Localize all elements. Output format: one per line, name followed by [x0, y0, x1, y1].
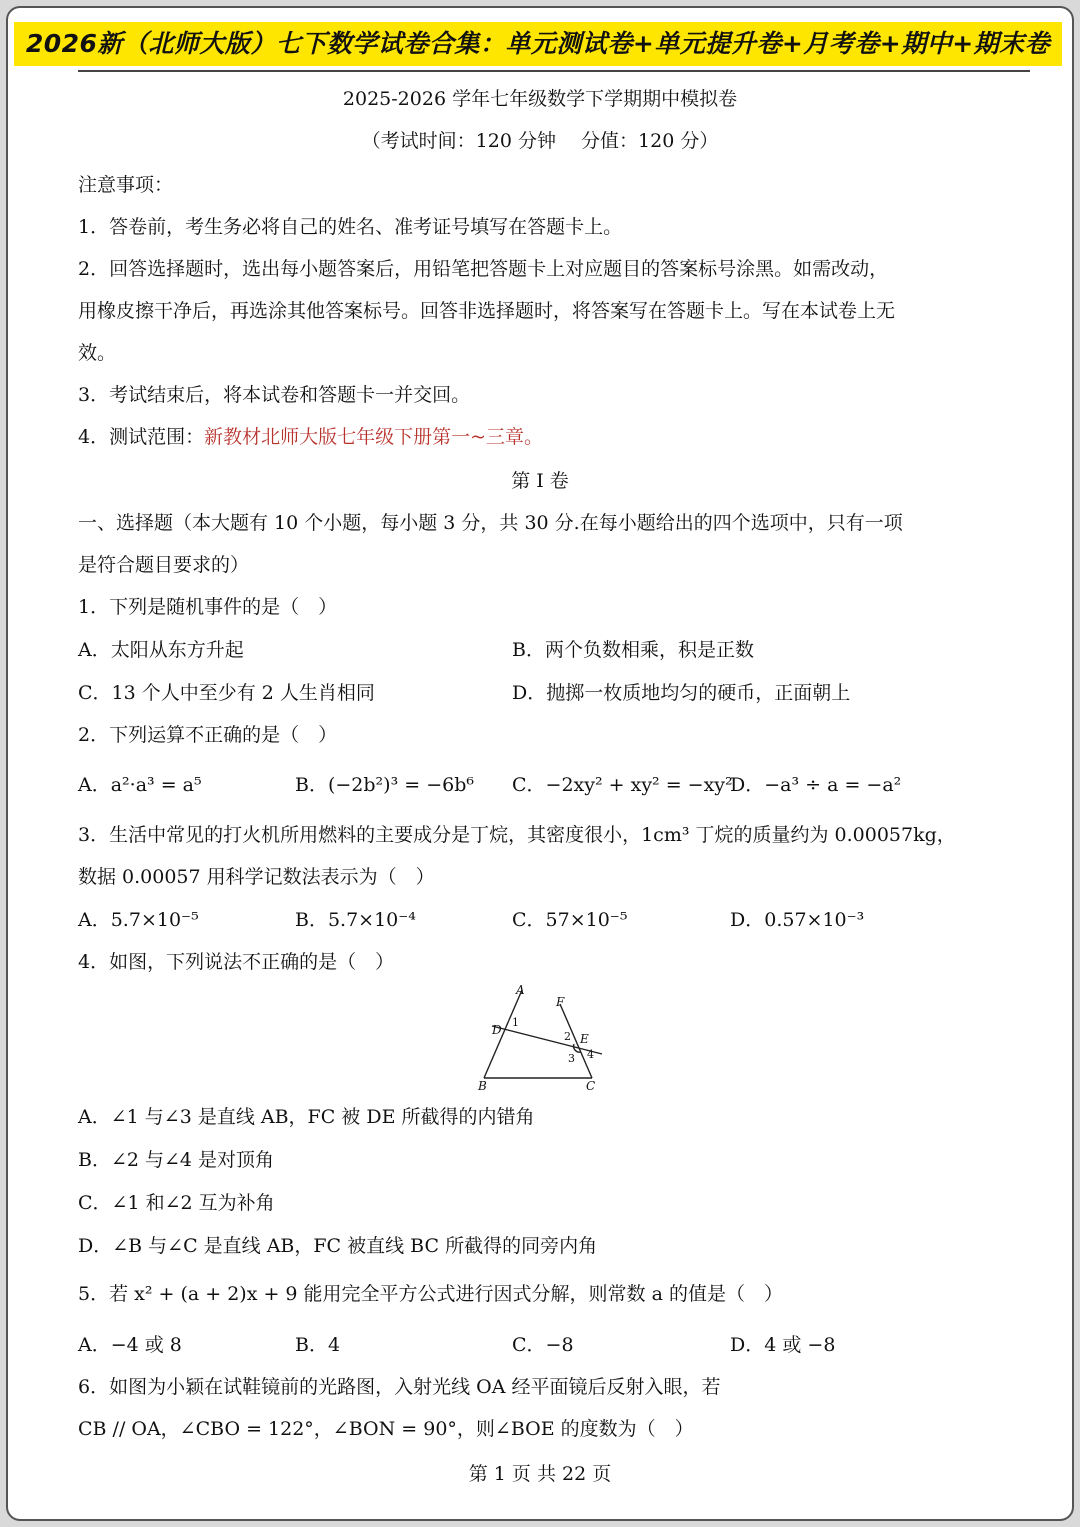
q3-option-a: A．5.7×10⁻⁵ [78, 909, 199, 931]
q5-option-d: D．4 或 −8 [730, 1334, 836, 1356]
q1-option-d: D．抛掷一枚质地均匀的硬币，正面朝上 [512, 682, 851, 704]
exam-subtitle: （考试时间：120 分钟 分值：120 分） [361, 130, 719, 152]
line-ab [484, 990, 522, 1078]
q4-option-c: C．∠1 和∠2 互为补角 [78, 1192, 275, 1214]
q5-stem: 5．若 x² + (a + 2)x + 9 能用完全平方公式进行因式分解，则常数 a 的值是（ ） [78, 1283, 783, 1305]
exam-title: 2025-2026 学年七年级数学下学期期中模拟卷 [342, 88, 738, 110]
q2-option-c: C．−2xy² + xy² = −xy² [512, 774, 733, 796]
notice-2: 2．回答选择题时，选出每小题答案后，用铅笔把答题卡上对应题目的答案标号涂黑。如需改动， [78, 258, 889, 280]
q4-option-d: D．∠B 与∠C 是直线 AB，FC 被直线 BC 所截得的同旁内角 [78, 1235, 598, 1257]
notice-heading: 注意事项： [78, 174, 174, 196]
q2-option-d: D．−a³ ÷ a = −a² [730, 774, 902, 796]
label-a: A [516, 983, 525, 997]
q6-stem: 6．如图为小颖在试鞋镜前的光路图，入射光线 OA 经平面镜后反射入眼，若 [78, 1376, 721, 1398]
label-f: F [556, 995, 565, 1009]
q5-option-b: B．4 [295, 1334, 341, 1356]
part-title: 第 I 卷 [511, 470, 569, 492]
q2-stem: 2．下列运算不正确的是（ ） [78, 724, 338, 746]
label-d: D [492, 1023, 502, 1037]
q3-stem: 3．生活中常见的打火机所用燃料的主要成分是丁烷，其密度很小，1cm³ 丁烷的质量约为 0.00057kg， [78, 824, 956, 846]
notice-4-scope: 新教材北师大版七年级下册第一~三章。 [204, 426, 544, 448]
q3-option-b: B．5.7×10⁻⁴ [295, 909, 416, 931]
q1-stem: 1．下列是随机事件的是（ ） [78, 596, 338, 618]
label-angle-3: 3 [568, 1052, 575, 1065]
q3-option-d: D．0.57×10⁻³ [730, 909, 865, 931]
q5-option-c: C．−8 [512, 1334, 574, 1356]
q2-option-a: A．a²·a³ = a⁵ [78, 774, 202, 796]
page-footer: 第 1 页 共 22 页 [468, 1463, 612, 1485]
label-c: C [586, 1079, 596, 1092]
q1-option-c: C．13 个人中至少有 2 人生肖相同 [78, 682, 375, 704]
label-e: E [580, 1032, 589, 1046]
q5-option-a: A．−4 或 8 [78, 1334, 182, 1356]
notice-4-prefix: 4．测试范围： [78, 426, 205, 448]
q3-option-c: C．57×10⁻⁵ [512, 909, 628, 931]
notice-4 [78, 422, 543, 452]
notice-3: 3．考试结束后，将本试卷和答题卡一并交回。 [78, 384, 471, 406]
label-angle-1: 1 [512, 1016, 519, 1029]
label-b: B [478, 1079, 487, 1092]
divider [78, 70, 1030, 72]
q1-option-a: A．太阳从东方升起 [78, 639, 244, 661]
label-angle-2: 2 [564, 1030, 571, 1043]
banner: 2026新（北师大版）七下数学试卷合集：单元测试卷+单元提升卷+月考卷+期中+期末卷 [14, 22, 1062, 66]
q4-stem: 4．如图，下列说法不正确的是（ ） [78, 951, 395, 973]
q3-stem-cont: 数据 0.00057 用科学记数法表示为（ ） [78, 866, 435, 888]
q4-geometry-figure [470, 982, 610, 1092]
section-1-heading-cont: 是符合题目要求的） [78, 554, 250, 576]
q4-option-b: B．∠2 与∠4 是对顶角 [78, 1149, 275, 1171]
notice-2-end: 效。 [78, 342, 117, 364]
q6-stem-cont: CB // OA，∠CBO = 122°，∠BON = 90°，则∠BOE 的度数为（ ） [78, 1418, 694, 1440]
notice-1: 1．答卷前，考生务必将自己的姓名、准考证号填写在答题卡上。 [78, 216, 623, 238]
q1-option-b: B．两个负数相乘，积是正数 [512, 639, 754, 661]
notice-2-cont: 用橡皮擦干净后，再选涂其他答案标号。回答非选择题时，将答案写在答题卡上。写在本试卷上无 [78, 300, 896, 322]
label-angle-4: 4 [587, 1048, 594, 1061]
section-1-heading: 一、选择题（本大题有 10 个小题，每小题 3 分，共 30 分.在每小题给出的四个选项中，只有一项 [78, 512, 903, 534]
q4-option-a: A．∠1 与∠3 是直线 AB，FC 被 DE 所截得的内错角 [78, 1106, 535, 1128]
q2-option-b: B．(−2b²)³ = −6b⁶ [295, 774, 474, 796]
